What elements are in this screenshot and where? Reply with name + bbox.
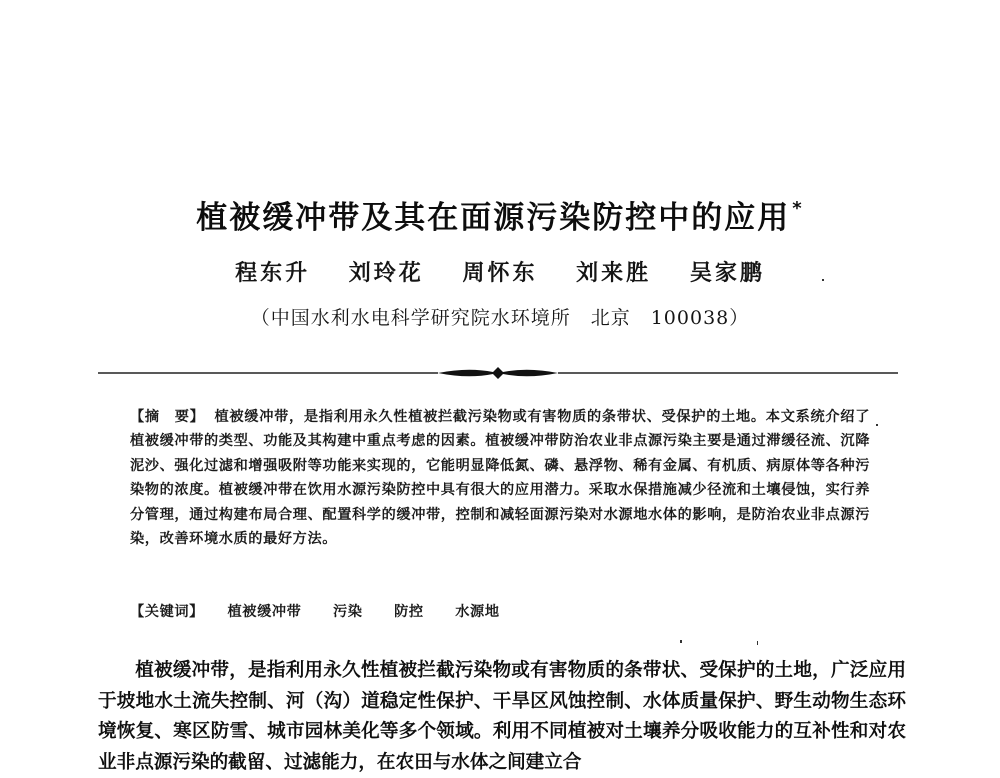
body-paragraph: 植被缓冲带，是指利用永久性植被拦截污染物或有害物质的条带状、受保护的土地，广泛应用于坡地水土流失控制、河（沟）道稳定性保护、干旱区风蚀控制、水体质量保护、野生动物生态环境恢复、寒区防雪、城市园林美化等多个领域。利用不同植被对土壤养分吸收能力的互补性和对农业非点源污染的截留、过滤能力，在农田与水体之间建立合	[98, 660, 906, 773]
author-name: 周怀东	[462, 260, 538, 286]
keywords-block	[130, 601, 870, 621]
paper-title-text: 植被缓冲带及其在面源污染防控中的应用	[196, 200, 791, 236]
author-name: 吴家鹏	[689, 260, 765, 286]
abstract-block	[130, 405, 870, 551]
scan-speck	[876, 424, 878, 426]
scan-speck	[757, 641, 758, 645]
abstract-text: 植被缓冲带，是指利用永久性植被拦截污染物或有害物质的条带状、受保护的土地。本文系统介绍了植被缓冲带的类型、功能及其构建中重点考虑的因素。植被缓冲带防治农业非点源污染主要是通过滞缓径流、沉降泥沙、强化过滤和增强吸附等功能来实现的，它能明显降低氮、磷、悬浮物、稀有金属、有机质、病原体等各种污染物的浓度。植被缓冲带在饮用水源污染防控中具有很大的应用潜力。采取水保措施减少径流和土壤侵蚀，实行养分管理，通过构建布局合理、配置科学的缓冲带，控制和减轻面源污染对水源地水体的影响，是防治农业非点源污染，改善环境水质的最好方法。	[130, 409, 870, 548]
keyword: 防控	[394, 604, 424, 620]
keyword: 水源地	[455, 604, 500, 620]
keyword: 污染	[333, 604, 363, 620]
keywords-label: 【关键词】	[130, 604, 204, 620]
keyword: 植被缓冲带	[227, 604, 302, 620]
author-list	[0, 256, 1000, 287]
body-text	[98, 656, 906, 778]
scan-speck	[680, 640, 682, 643]
affiliation: （中国水利水电科学研究院水环境所 北京 100038）	[250, 307, 750, 329]
abstract-label: 【摘 要】	[130, 409, 205, 425]
title-footnote-marker: *	[792, 198, 804, 219]
author-name: 刘玲花	[348, 260, 424, 286]
author-name: 程东升	[235, 260, 311, 286]
author-name: 刘来胜	[576, 260, 652, 286]
ornamental-divider	[98, 363, 898, 383]
paper-title	[0, 192, 1000, 237]
scan-speck	[822, 279, 824, 281]
